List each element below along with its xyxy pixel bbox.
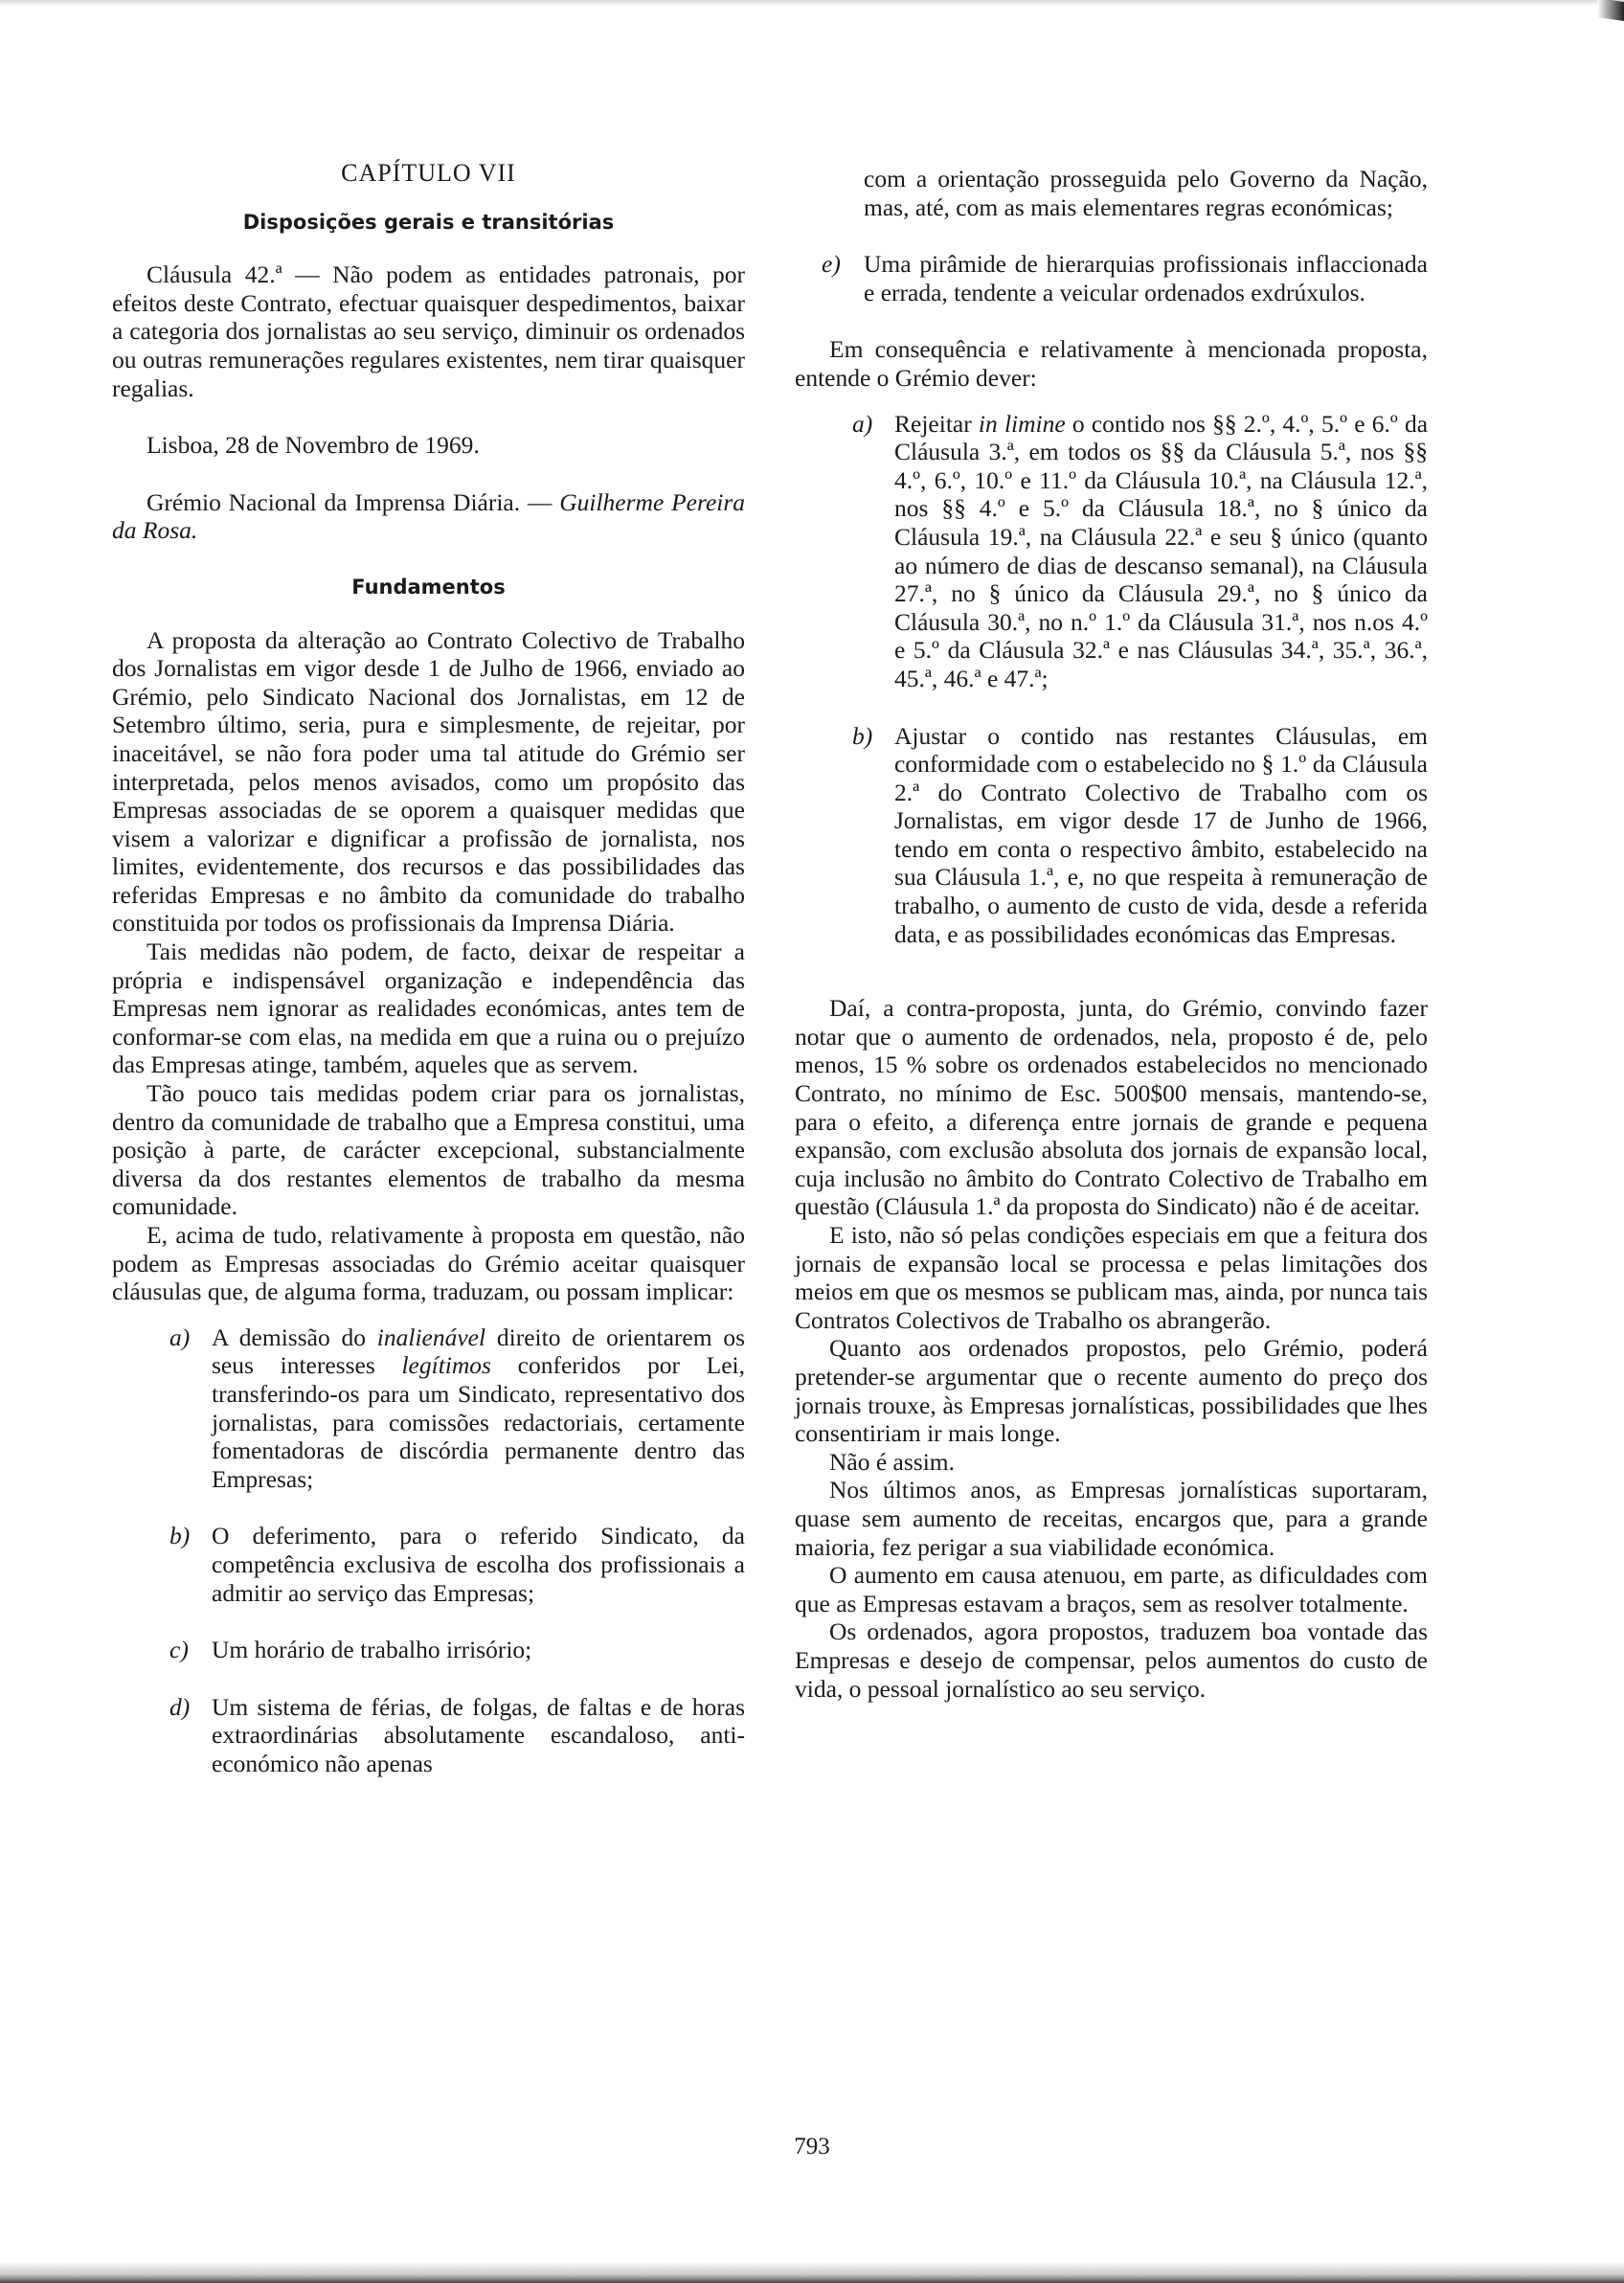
list-item-text: Rejeitar in limine o contido nos §§ 2.º, 4.º, 5.º e 6.º da Cláusula 3.ª, em todos os §§ da Cláusula 5.ª, nos §§ 4.º, 6.º, 10.º e 11.º da Cláusula 10.ª, na Cláusula 12.ª, nos §§ 4.º e 5.º da Cláusula 18.ª, no § único da Cláusula 19.ª, na Cláusula 22.ª e seu § único (quanto ao número de dias de descanso semanal), na Cláusula 27.ª, no § único da Cláusula 29.ª, no § único da Cláusula 30.ª, no n.º 1.º da Cláusula 31.ª, nos n.os 4.º e 5.º da Cláusula 32.ª e nas Cláusulas 34.ª, 35.ª, 36.ª, 45.ª, 46.ª e 47.ª;	[894, 409, 1429, 692]
list-item-e	[822, 250, 1428, 306]
list-marker: c)	[169, 1636, 189, 1664]
list-item-text: Um sistema de férias, de folgas, de faltas e de horas extraordinárias absolutamente escandaloso, anti-económico não apenas	[212, 1692, 745, 1777]
paragraph-dai: Daí, a contra-proposta, junta, do Grémio, convindo fazer notar que o aumento de ordenados, nela, proposto é de, pelo menos, 15 % sobre os ordenados estabelecidos no mencionado Contrato, no mínimo de Esc. 500$00 mensais, mantendo-se, para o efeito, a diferença entre jornais de grande e pequena expansão, com exclusão absoluta dos jornais de expansão local, cuja inclusão no âmbito do Contrato Colectivo de Trabalho em questão (Cláusula 1.ª da proposta do Sindicato) não é de aceitar.	[795, 994, 1428, 1221]
paragraph-nao: Não é assim.	[829, 1447, 956, 1476]
fundamentos-paragraph-2: Tais medidas não podem, de facto, deixar de respeitar a própria e indispensável organização e independência das Empresas nem ignorar as realidades económicas, antes tem de conformar-se com elas, na medida em que a ruina ou o prejuízo das Empresas atinge, também, aqueles que as servem.	[112, 938, 745, 1079]
paragraph-nos: Nos últimos anos, as Empresas jornalísticas suportaram, quase sem aumento de receitas, encargos que, para a grande maioria, fez perigar a sua viabilidade económica.	[795, 1476, 1428, 1561]
signature-line	[112, 488, 745, 545]
scan-edge-corner	[1597, 0, 1624, 21]
list-item-text: Uma pirâmide de hierarquias profissionais inflaccionada e errada, tendente a veicular ordenados exdrúxulos.	[864, 250, 1428, 306]
decision-item-a	[852, 410, 1428, 693]
paragraph-aumento: O aumento em causa atenuou, em parte, as dificuldades com que as Empresas estavam a braços, sem as resolver totalmente.	[795, 1561, 1428, 1617]
chapter-title: CAPÍTULO VII	[341, 159, 516, 187]
page-number: 793	[794, 2134, 830, 2159]
scan-edge-bottom	[0, 2262, 1624, 2283]
list-item-b	[169, 1522, 745, 1607]
list-item-text: com a orientação prosseguida pelo Governo da Nação, mas, até, com as mais elementares regras económicas;	[864, 165, 1428, 221]
list-marker: b)	[852, 721, 873, 750]
consequencia-paragraph: Em consequência e relativamente à mencionada proposta, entende o Grémio dever:	[795, 335, 1428, 392]
paragraph-ordenados: Os ordenados, agora propostos, traduzem boa vontade das Empresas e desejo de compensar, pelos aumentos do custo de vida, o pessoal jornalístico ao seu serviço.	[795, 1617, 1428, 1703]
list-marker: b)	[169, 1522, 191, 1550]
right-column	[795, 165, 1428, 1703]
list-item-text: A demissão do inalienável direito de orientarem os seus interesses legítimos conferidos por Lei, transferindo-os para um Sindicato, representativo dos jornalistas, para comissões redactoriais, certamente fomentadoras de discórdia permanente dentro das Empresas;	[212, 1322, 746, 1493]
fundamentos-heading: Fundamentos	[351, 575, 506, 599]
list-marker: e)	[822, 250, 841, 279]
signature-org: Grémio Nacional da Imprensa Diária. —	[147, 487, 553, 516]
decision-item-b	[852, 722, 1428, 949]
clause-42: Cláusula 42.ª — Não podem as entidades patronais, por efeitos deste Contrato, efectuar quaisquer despedimentos, baixar a categoria dos jornalistas ao seu serviço, diminuir os ordenados ou outras remunerações regulares existentes, nem tirar quaisquer regalias.	[112, 260, 745, 402]
list-item-text: O deferimento, para o referido Sindicato, da competência exclusiva de escolha dos profissionais a admitir ao serviço das Empresas;	[212, 1522, 745, 1607]
fundamentos-paragraph-3: Tão pouco tais medidas podem criar para os jornalistas, dentro da comunidade de trabalho que a Empresa constitui, uma posição à parte, de carácter excepcional, substancialmente diversa da dos restantes elementos de trabalho da mesma comunidade.	[112, 1079, 745, 1221]
list-item-c	[169, 1636, 745, 1664]
scan-edge-top	[0, 0, 1624, 6]
list-marker: d)	[169, 1692, 191, 1721]
list-item-text: Ajustar o contido nas restantes Cláusulas, em conformidade com o estabelecido no § 1.º da Cláusula 2.ª do Contrato Colectivo de Trabalho com os Jornalistas, em vigor desde 17 de Junho de 1966, tendo em conta o respectivo âmbito, estabelecido na sua Cláusula 1.ª, e, no que respeita à remuneração de trabalho, o aumento de custo de vida, desde a referida data, e as possibilidades económicas das Empresas.	[894, 721, 1428, 948]
paragraph-quanto: Quanto aos ordenados propostos, pelo Grémio, poderá pretender-se argumentar que o recente aumento do preço dos jornais trouxe, às Empresas jornalísticas, possibilidades que lhes consentiriam ir mais longe.	[795, 1334, 1428, 1448]
list-item-a	[169, 1323, 745, 1494]
fundamentos-paragraph-1: A proposta da alteração ao Contrato Colectivo de Trabalho dos Jornalistas em vigor desde 1 de Julho de 1966, enviado ao Grémio, pelo Sindicato Nacional dos Jornalistas, em 12 de Setembro último, seria, pura e simplesmente, de rejeitar, por inaceitável, se não fora poder uma tal atitude do Grémio ser interpretada, pelos menos avisados, como um propósito das Empresas associadas de se oporem a quaisquer medidas que visem a valorizar e dignificar a profissão de jornalista, nos limites, evidentemente, dos recursos e das possibilidades das referidas Empresas e no âmbito da comunidade do trabalho constituida por todos os profissionais da Imprensa Diária.	[112, 625, 745, 938]
list-item-d	[169, 1693, 745, 1778]
list-item-d-continued	[822, 165, 1428, 221]
list-marker: a)	[852, 409, 873, 438]
left-column	[112, 159, 745, 1807]
chapter-subtitle: Disposições gerais e transitórias	[242, 210, 615, 234]
signature-name: Guilherme Pereira da Rosa.	[112, 487, 746, 545]
paragraph-isto: E isto, não só pelas condições especiais em que a feitura dos jornais de expansão local se processa e pelas limitações dos meios em que os mesmos se publicam mas, ainda, por nunca tais Contratos Colectivos de Trabalho os abrangerão.	[795, 1221, 1428, 1334]
list-item-text: Um horário de trabalho irrisório;	[212, 1636, 532, 1664]
date-line: Lisboa, 28 de Novembro de 1969.	[147, 431, 480, 460]
list-marker: a)	[169, 1322, 191, 1351]
fundamentos-paragraph-4: E, acima de tudo, relativamente à proposta em questão, não podem as Empresas associadas do Grémio aceitar quaisquer cláusulas que, de alguma forma, traduzam, ou possam implicar:	[112, 1221, 745, 1306]
